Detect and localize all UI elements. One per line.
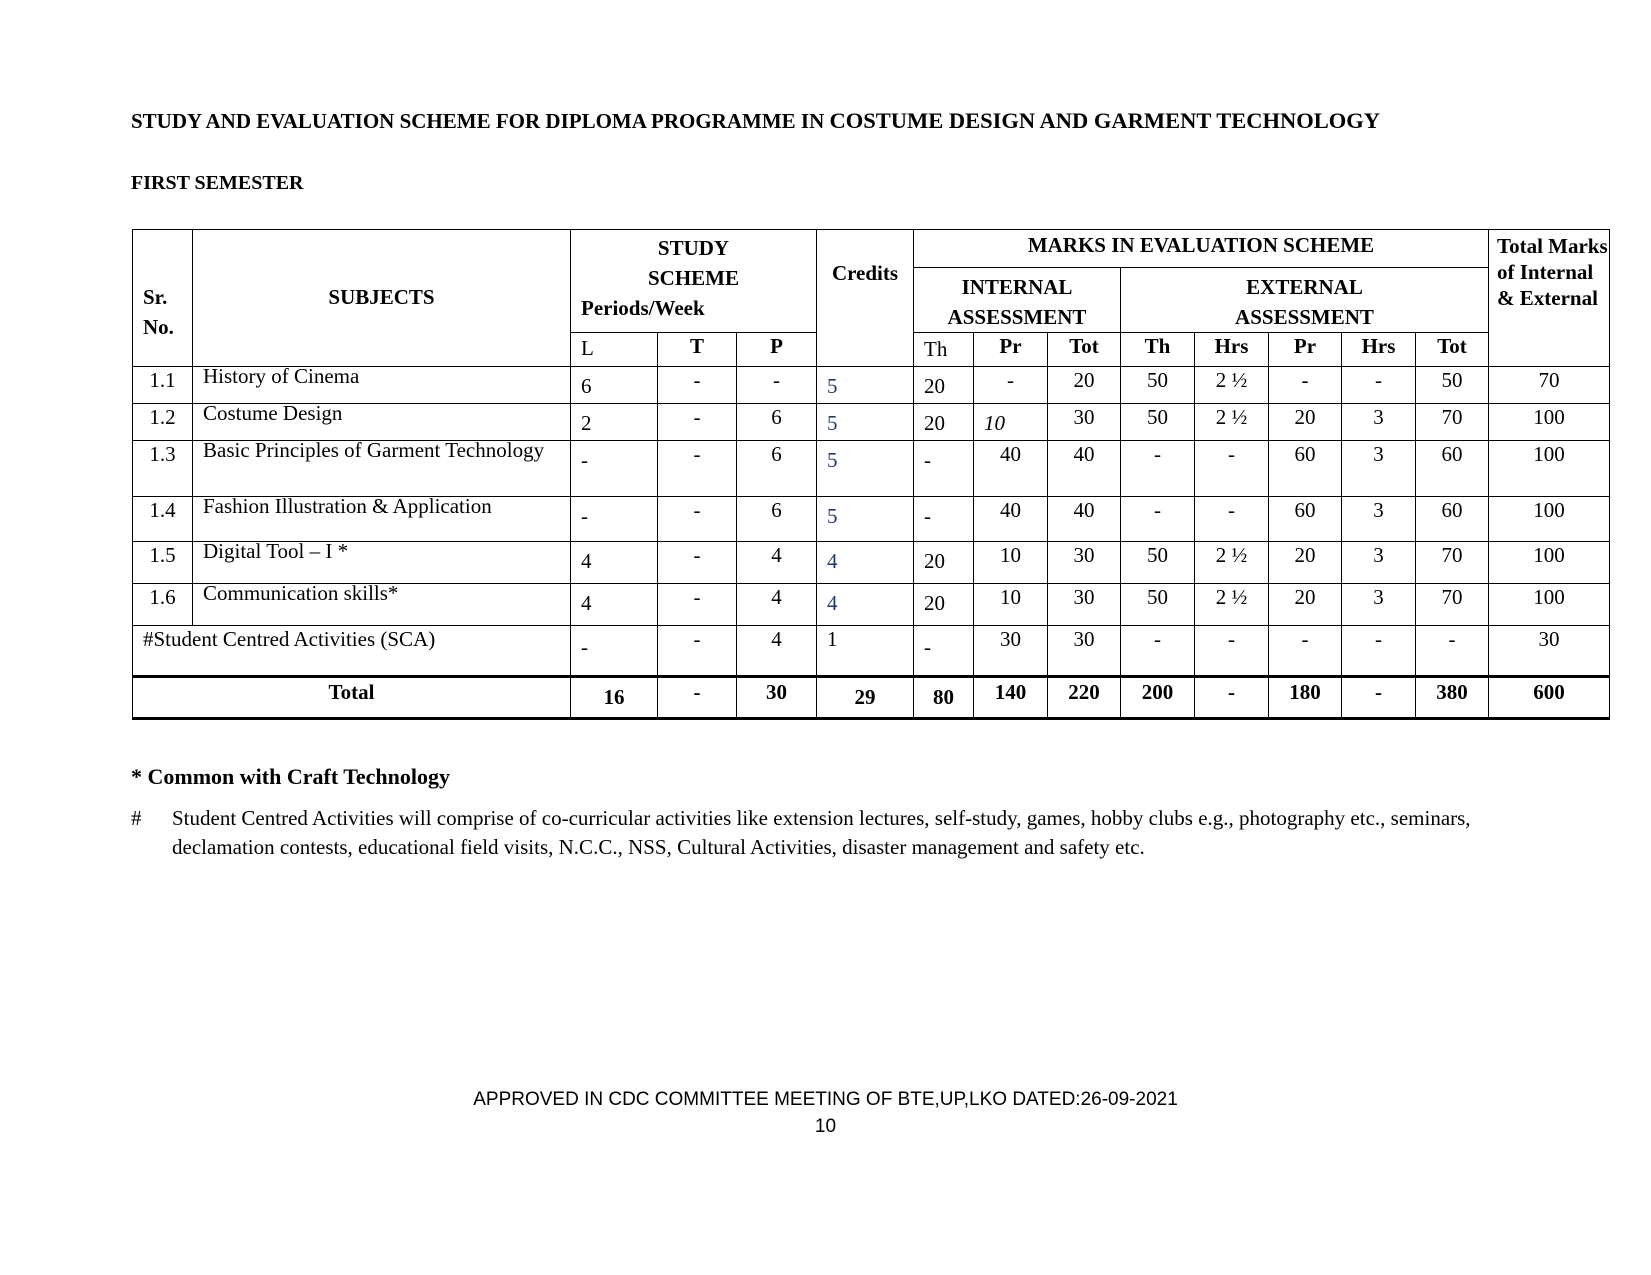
table-row [133, 542, 1610, 584]
cell-ext-th-hrs: - [1195, 497, 1269, 542]
table-row [133, 497, 1610, 542]
cell-ext-th-hrs: 2 ½ [1195, 367, 1269, 404]
table-row [133, 584, 1610, 626]
cell-total: 70 [1489, 367, 1610, 404]
cell-credits: 5 [817, 367, 914, 404]
cell-credits: 5 [817, 441, 914, 497]
ext-th-header: Th [1121, 333, 1195, 367]
cell-credits: 5 [817, 404, 914, 441]
subjects-header: SUBJECTS [193, 230, 571, 367]
cell-int-tot: 40 [1048, 497, 1121, 542]
cell-L: 4 [571, 584, 658, 626]
cell-P: 4 [737, 584, 817, 626]
sca-subject: #Student Centred Activities (SCA) [133, 626, 571, 677]
sr-no-header [133, 230, 193, 367]
sca-p: 4 [737, 626, 817, 677]
cell-subject: Fashion Illustration & Application [193, 497, 571, 542]
cell-int-pr: 40 [974, 441, 1048, 497]
credits-header: Credits [817, 230, 914, 367]
cell-T: - [658, 441, 737, 497]
cell-ext-th: 50 [1121, 584, 1195, 626]
int-pr-header: Pr [974, 333, 1048, 367]
cell-ext-tot: 70 [1416, 584, 1489, 626]
cell-int-th: - [914, 497, 974, 542]
cell-sr: 1.5 [133, 542, 193, 584]
approval-line: APPROVED IN CDC COMMITTEE MEETING OF BTE,UP,LKO DATED:26-09-2021 [473, 1089, 1178, 1110]
cell-sr: 1.1 [133, 367, 193, 404]
cell-int-th: - [914, 441, 974, 497]
cell-L: - [571, 441, 658, 497]
sca-ext-pr-hrs: - [1342, 626, 1416, 677]
total-marks-header: Total Marks of Internal & External [1489, 230, 1610, 367]
title-part-2: COSTUME DESIGN AND GARMENT TECHNOLOGY [829, 108, 1381, 133]
cell-ext-th-hrs: - [1195, 441, 1269, 497]
table-row [133, 404, 1610, 441]
subject-rows [133, 364, 1610, 626]
sca-int-pr: 30 [974, 626, 1048, 677]
sca-t: - [658, 626, 737, 677]
cell-ext-th: 50 [1121, 367, 1195, 404]
study-scheme-label: STUDY SCHEME [647, 236, 739, 290]
cell-int-pr: - [974, 367, 1048, 404]
cell-int-pr: 40 [974, 497, 1048, 542]
cell-total: 100 [1489, 542, 1610, 584]
internal-assessment-text: INTERNAL ASSESSMENT [947, 275, 1087, 329]
t-header: T [658, 333, 737, 367]
total-row [133, 677, 1610, 719]
cell-L: 4 [571, 542, 658, 584]
cell-ext-tot: 70 [1416, 542, 1489, 584]
total-int-pr: 140 [974, 677, 1048, 719]
cell-P: 6 [737, 441, 817, 497]
cell-total: 100 [1489, 584, 1610, 626]
cell-int-th: 20 [914, 404, 974, 441]
sca-ext-pr: - [1269, 626, 1342, 677]
ext-pr-hrs-header: Hrs [1342, 333, 1416, 367]
table-row [133, 441, 1610, 497]
sca-l: - [571, 626, 658, 677]
cell-ext-th: - [1121, 497, 1195, 542]
cell-ext-tot: 50 [1416, 367, 1489, 404]
cell-P: 6 [737, 497, 817, 542]
cell-L: 6 [571, 367, 658, 404]
total-ext-pr: 180 [1269, 677, 1342, 719]
cell-int-tot: 40 [1048, 441, 1121, 497]
total-grand: 600 [1489, 677, 1610, 719]
cell-ext-pr: 60 [1269, 441, 1342, 497]
cell-P: - [737, 367, 817, 404]
cell-ext-pr-hrs: 3 [1342, 404, 1416, 441]
cell-int-tot: 30 [1048, 542, 1121, 584]
cell-T: - [658, 367, 737, 404]
ext-th-hrs-header: Hrs [1195, 333, 1269, 367]
cell-subject: Communication skills* [193, 584, 571, 626]
periods-week-label: Periods/Week [581, 296, 705, 320]
sca-int-th: - [914, 626, 974, 677]
sca-credits: 1 [817, 626, 914, 677]
l-header: L [571, 333, 658, 367]
footnote-common: * Common with Craft Technology [131, 764, 451, 789]
cell-P: 6 [737, 404, 817, 441]
cell-sr: 1.4 [133, 497, 193, 542]
cell-T: - [658, 584, 737, 626]
total-int-tot: 220 [1048, 677, 1121, 719]
total-int-th: 80 [914, 677, 974, 719]
cell-ext-pr: 20 [1269, 584, 1342, 626]
total-p: 30 [737, 677, 817, 719]
cell-ext-pr-hrs: - [1342, 367, 1416, 404]
cell-ext-pr: - [1269, 367, 1342, 404]
footnote-sca-text: Student Centred Activities will comprise of co-curricular activities like extension lectures, self-study, games, hobby clubs e.g., photography etc., seminars, declamation contests, educational field visits, N.C.C., NSS, Cultural Activities, disaster management and safety etc. [172, 806, 1471, 859]
evaluation-scheme-table [132, 229, 1610, 720]
cell-ext-pr-hrs: 3 [1342, 497, 1416, 542]
int-tot-header: Tot [1048, 333, 1121, 367]
sca-ext-th-hrs: - [1195, 626, 1269, 677]
cell-int-pr: 10 [974, 584, 1048, 626]
cell-subject: Costume Design [193, 404, 571, 441]
cell-int-tot: 20 [1048, 367, 1121, 404]
cell-ext-pr: 20 [1269, 404, 1342, 441]
table-row [133, 367, 1610, 404]
marks-scheme-header: MARKS IN EVALUATION SCHEME [914, 230, 1489, 268]
total-ext-th: 200 [1121, 677, 1195, 719]
cell-total: 100 [1489, 497, 1610, 542]
sca-ext-th: - [1121, 626, 1195, 677]
page-number: 10 [814, 1116, 837, 1137]
cell-ext-tot: 60 [1416, 497, 1489, 542]
cell-sr: 1.6 [133, 584, 193, 626]
cell-T: - [658, 404, 737, 441]
cell-credits: 4 [817, 542, 914, 584]
cell-ext-tot: 70 [1416, 404, 1489, 441]
sr-no-header-text: Sr. No. [143, 285, 174, 339]
total-ext-tot: 380 [1416, 677, 1489, 719]
cell-sr: 1.2 [133, 404, 193, 441]
cell-credits: 4 [817, 584, 914, 626]
cell-int-th: 20 [914, 542, 974, 584]
cell-int-pr: 10 [974, 404, 1048, 441]
internal-assessment-header [914, 268, 1121, 333]
cell-P: 4 [737, 542, 817, 584]
total-t: - [658, 677, 737, 719]
sca-ext-tot: - [1416, 626, 1489, 677]
study-scheme-header [571, 230, 817, 333]
cell-subject: History of Cinema [193, 367, 571, 404]
page-title [131, 108, 1380, 134]
sca-row [133, 626, 1610, 677]
cell-subject: Basic Principles of Garment Technology [193, 441, 571, 497]
page-footer [0, 1086, 1651, 1140]
cell-total: 100 [1489, 404, 1610, 441]
external-assessment-header [1121, 268, 1489, 333]
cell-total: 100 [1489, 441, 1610, 497]
cell-int-tot: 30 [1048, 404, 1121, 441]
footnote-sca [131, 804, 1551, 862]
cell-ext-th-hrs: 2 ½ [1195, 584, 1269, 626]
total-label: Total [133, 677, 571, 719]
cell-int-pr: 10 [974, 542, 1048, 584]
sca-int-tot: 30 [1048, 626, 1121, 677]
footnote-hash-mark: # [131, 806, 142, 830]
total-credits: 29 [817, 677, 914, 719]
external-assessment-text: EXTERNAL ASSESSMENT [1235, 275, 1374, 329]
cell-ext-pr: 60 [1269, 497, 1342, 542]
header-row-1 [133, 230, 1610, 268]
cell-subject: Digital Tool – I * [193, 542, 571, 584]
ext-pr-header: Pr [1269, 333, 1342, 367]
cell-ext-tot: 60 [1416, 441, 1489, 497]
cell-ext-pr-hrs: 3 [1342, 441, 1416, 497]
ext-tot-header: Tot [1416, 333, 1489, 367]
cell-L: 2 [571, 404, 658, 441]
total-ext-th-hrs: - [1195, 677, 1269, 719]
cell-ext-pr-hrs: 3 [1342, 584, 1416, 626]
cell-int-th: 20 [914, 584, 974, 626]
sca-total: 30 [1489, 626, 1610, 677]
cell-T: - [658, 542, 737, 584]
cell-sr: 1.3 [133, 441, 193, 497]
cell-L: - [571, 497, 658, 542]
cell-ext-th-hrs: 2 ½ [1195, 542, 1269, 584]
cell-int-th: 20 [914, 367, 974, 404]
semester-heading: FIRST SEMESTER [131, 172, 304, 194]
total-ext-pr-hrs: - [1342, 677, 1416, 719]
p-header: P [737, 333, 817, 367]
cell-ext-th: - [1121, 441, 1195, 497]
cell-credits: 5 [817, 497, 914, 542]
int-th-header: Th [914, 333, 974, 367]
cell-ext-th: 50 [1121, 404, 1195, 441]
title-part-1: STUDY AND EVALUATION SCHEME FOR DIPLOMA PROGRAMME IN [131, 109, 830, 133]
cell-ext-pr-hrs: 3 [1342, 542, 1416, 584]
cell-int-tot: 30 [1048, 584, 1121, 626]
cell-ext-th: 50 [1121, 542, 1195, 584]
total-l: 16 [571, 677, 658, 719]
cell-ext-pr: 20 [1269, 542, 1342, 584]
cell-ext-th-hrs: 2 ½ [1195, 404, 1269, 441]
cell-T: - [658, 497, 737, 542]
